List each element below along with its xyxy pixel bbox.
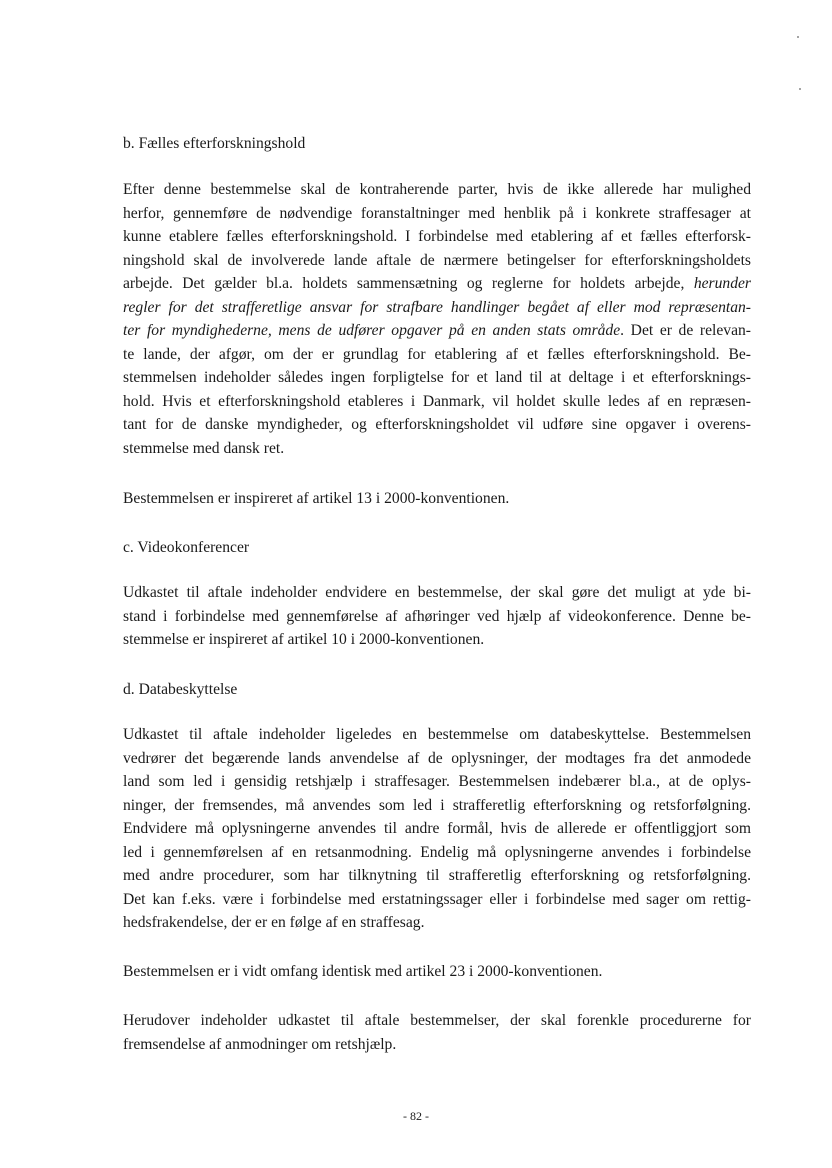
paragraph-line: te lande, der afgør, om der er grundlag for etablering af et fælles efterforskningshold. Be- bbox=[123, 345, 751, 363]
paragraph-line: Efter denne bestemmelse skal de kontraherende parter, hvis de ikke allerede har mulighed bbox=[123, 181, 751, 198]
section-b-paragraph-1 bbox=[123, 178, 751, 460]
paragraph-line: Udkastet til aftale indeholder endvidere en bestemmelse, der skal gøre det muligt at yde bi- bbox=[123, 584, 751, 601]
paragraph-line: Herudover indeholder udkastet til aftale bestemmelser, der skal forenkle procedurerne for bbox=[123, 1012, 751, 1029]
paragraph-line: Endvidere må oplysningerne anvendes til andre formål, hvis de allerede er offentliggjort som bbox=[123, 820, 751, 837]
italic-text: herunder bbox=[693, 275, 751, 292]
paragraph-line: ninger, der fremsendes, må anvendes som led i strafferetlig efterforskning og retsforfølgning. bbox=[123, 796, 751, 814]
text-span: . Det er de relevan- bbox=[620, 322, 751, 339]
section-c-heading: c. Videokonferencer bbox=[123, 539, 250, 556]
paragraph-line: led i gennemførelsen af en retsanmodning. Endelig må oplysningerne anvendes i forbindelse bbox=[123, 843, 751, 861]
italic-text: regler for det strafferetlige ansvar for strafbare handlinger begået af eller mod repræsentan- bbox=[123, 298, 751, 316]
paragraph-line: Udkastet til aftale indeholder ligeledes en bestemmelse om databeskyttelse. Bestemmelsen bbox=[123, 726, 751, 743]
paragraph-line: hold. Hvis et efterforskningshold etableres i Danmark, vil holdet skulle ledes af en repræsen- bbox=[123, 392, 751, 410]
paragraph-line: stemmelse er inspireret af artikel 10 i 2000-konventionen. bbox=[123, 631, 485, 648]
paragraph-line: vedrører det begærende lands anvendelse af de oplysninger, der modtages fra det anmodede bbox=[123, 749, 751, 767]
paragraph-line: hedsfrakendelse, der er en følge af en straffesag. bbox=[123, 914, 425, 931]
section-d-heading: d. Databeskyttelse bbox=[123, 681, 238, 698]
text-span: arbejde. Det gælder bl.a. holdets sammensætning og reglerne for holdets arbejde, bbox=[123, 275, 694, 292]
paragraph-line: herfor, gennemføre de nødvendige foranstaltninger med henblik på i konkrete straffesager at bbox=[123, 204, 751, 222]
section-b-heading: b. Fælles efterforskningshold bbox=[123, 135, 306, 152]
paragraph-line bbox=[123, 272, 751, 296]
paragraph-line: med andre procedurer, som har tilknytning til strafferetlig efterforskning og retsforfølgning. bbox=[123, 867, 751, 884]
closing-paragraph bbox=[123, 1009, 751, 1056]
scan-speck bbox=[797, 36, 799, 38]
section-c-paragraph bbox=[123, 581, 751, 652]
paragraph-line: tant for de danske myndigheder, og efterforskningsholdet vil udføre sine opgaver i overens- bbox=[123, 416, 751, 433]
paragraph-line: stemmelsen indeholder således ingen forpligtelse for et land til at deltage i et efterforsknings- bbox=[123, 369, 751, 386]
section-b-paragraph-2: Bestemmelsen er inspireret af artikel 13 i 2000-konventionen. bbox=[123, 490, 510, 507]
paragraph-line: Det kan f.eks. være i forbindelse med erstatningssager eller i forbindelse med sager om rettig- bbox=[123, 890, 751, 908]
paragraph-line bbox=[123, 319, 751, 343]
scan-speck bbox=[799, 88, 801, 90]
paragraph-line: kunne etablere fælles efterforskningshold. I forbindelse med etablering af et fælles efterforsk- bbox=[123, 228, 751, 245]
section-d-paragraph-2: Bestemmelsen er i vidt omfang identisk med artikel 23 i 2000-konventionen. bbox=[123, 963, 603, 980]
paragraph-line: land som led i gensidig retshjælp i straffesager. Bestemmelsen indebærer bl.a., at de oplys- bbox=[123, 773, 751, 790]
italic-text: ter for myndighederne, mens de udfører opgaver på en anden stats område bbox=[123, 322, 621, 339]
section-d-paragraph-1 bbox=[123, 723, 751, 935]
page-number: - 82 - bbox=[403, 1109, 429, 1123]
paragraph-line: ningshold skal de involverede lande aftale de nærmere betingelser for efterforskningsholdets bbox=[123, 251, 751, 269]
paragraph-line: stemmelse med dansk ret. bbox=[123, 439, 285, 457]
paragraph-line: fremsendelse af anmodninger om retshjælp. bbox=[123, 1035, 397, 1053]
paragraph-line: stand i forbindelse med gennemførelse af afhøringer ved hjælp af videokonference. Denne be- bbox=[123, 607, 751, 625]
paragraph-line bbox=[123, 296, 751, 320]
